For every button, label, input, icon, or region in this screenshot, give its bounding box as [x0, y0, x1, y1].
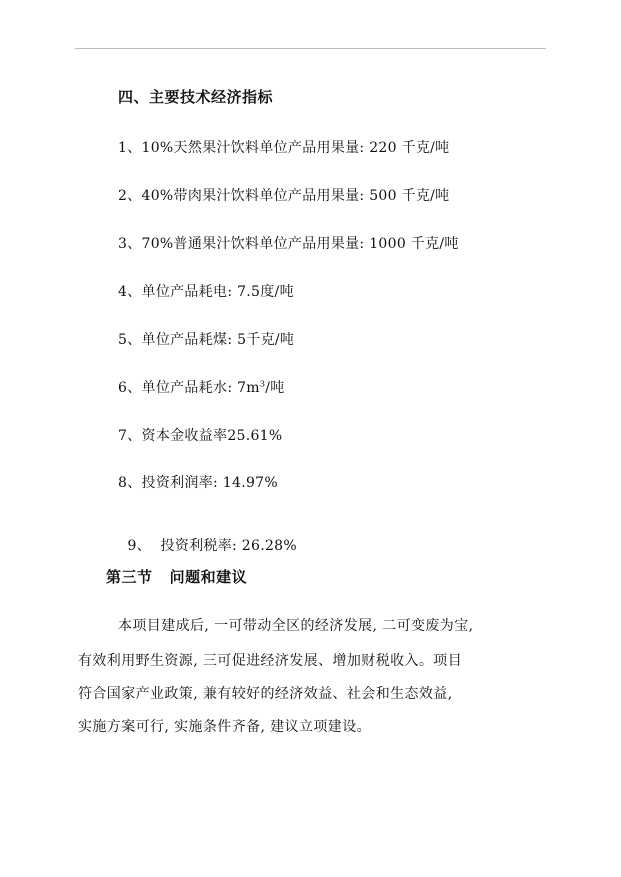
indicator-text: 投资利税率: 26.28%	[151, 538, 297, 554]
indicator-item	[118, 137, 450, 157]
indicator-item	[118, 233, 459, 253]
indicator-item	[118, 377, 285, 397]
indicator-text: 单位产品耗煤: 5千克/吨	[141, 332, 295, 348]
indicator-item	[118, 472, 278, 492]
indicator-item	[118, 519, 297, 555]
indicator-item	[118, 329, 294, 349]
indicator-number: 5、	[118, 332, 142, 348]
indicator-number: 2、	[118, 188, 142, 204]
indicator-number: 1、	[118, 140, 142, 156]
superscript-exponent: 3	[259, 379, 266, 389]
section-heading: 四、主要技术经济指标	[118, 88, 274, 106]
header-rule	[75, 48, 546, 49]
paragraph-line: 本项目建成后, 一可带动全区的经济发展, 二可变废为宝,	[118, 618, 474, 634]
indicator-text: 单位产品耗水: 7m	[141, 380, 260, 396]
indicator-number: 7、	[118, 428, 142, 444]
node-heading: 第三节 问题和建议	[106, 568, 248, 586]
paragraph-line: 实施方案可行, 实施条件齐备, 建议立项建设。	[78, 719, 371, 735]
indicator-text: 资本金收益率25.61%	[141, 428, 283, 444]
indicator-number: 4、	[118, 284, 142, 300]
indicator-text: 40%带肉果汁饮料单位产品用果量: 500 千克/吨	[141, 188, 450, 204]
indicator-text: 投资利润率: 14.97%	[141, 475, 278, 491]
indicator-text: 单位产品耗电: 7.5度/吨	[141, 284, 294, 300]
indicator-number: 3、	[118, 236, 142, 252]
indicator-text: 70%普通果汁饮料单位产品用果量: 1000 千克/吨	[141, 236, 459, 252]
indicator-item	[118, 185, 450, 205]
indicator-number: 6、	[118, 380, 142, 396]
indicator-item	[118, 281, 294, 301]
indicator-number: 8、	[118, 475, 142, 491]
indicator-unit: /吨	[265, 380, 285, 396]
indicator-text: 10%天然果汁饮料单位产品用果量: 220 千克/吨	[141, 140, 450, 156]
indicator-number: 9、	[127, 538, 152, 554]
paragraph-line: 有效利用野生资源, 三可促进经济发展、增加财税收入。项目	[78, 653, 463, 669]
paragraph-line: 符合国家产业政策, 兼有较好的经济效益、社会和生态效益,	[78, 686, 453, 702]
indicator-item	[118, 425, 283, 445]
